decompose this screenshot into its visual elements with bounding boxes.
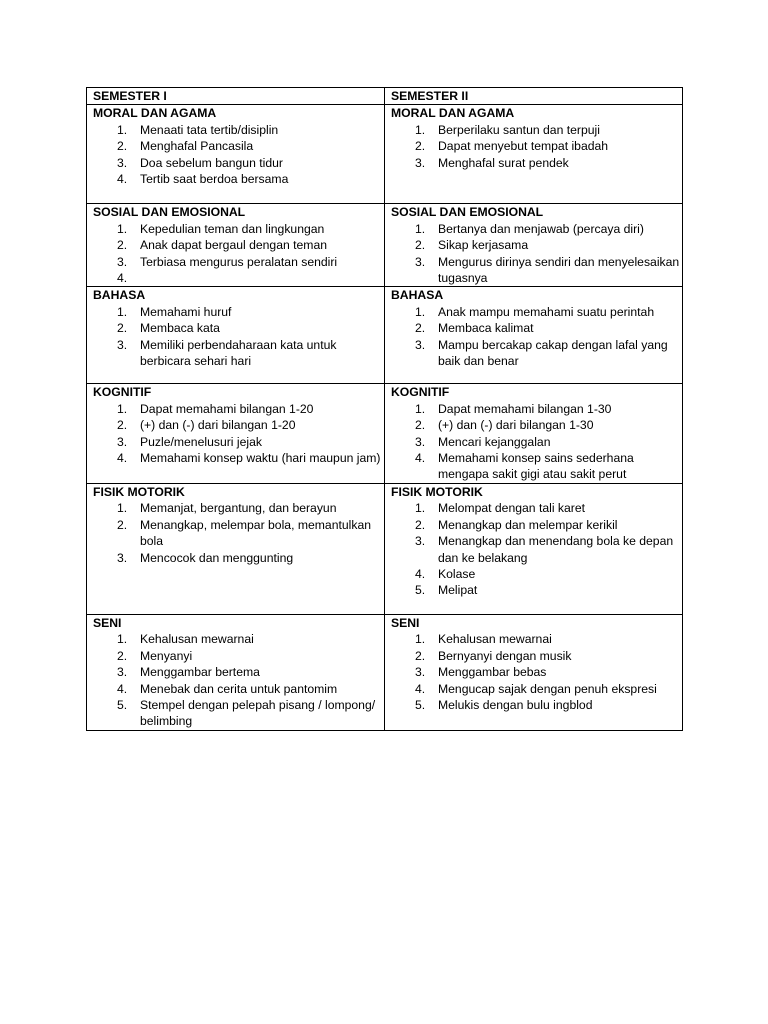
item-text: Sikap kerjasama	[438, 238, 529, 253]
curriculum-table	[86, 87, 683, 731]
item-list	[391, 221, 682, 287]
item-number: 4.	[117, 451, 128, 466]
item-text: Memahami konsep sains sederhana mengapa sakit gigi atau sakit perut	[438, 451, 634, 482]
section-row-kognitif	[87, 384, 683, 483]
item-text: Doa sebelum bangun tidur	[140, 155, 283, 170]
item-list	[93, 221, 384, 286]
cell-moral-semester-1	[87, 105, 385, 204]
list-item	[93, 337, 384, 370]
item-number: 5.	[415, 697, 426, 712]
list-item	[93, 122, 384, 138]
section-title: SENI	[391, 615, 420, 630]
section-title: BAHASA	[391, 288, 444, 303]
item-text: Menaati tata tertib/disiplin	[140, 122, 279, 137]
list-item	[93, 517, 384, 550]
cell-kognitif-semester-1	[87, 384, 385, 483]
list-item	[391, 320, 682, 336]
section-title: SENI	[93, 615, 122, 630]
list-item	[391, 517, 682, 533]
item-number: 2.	[415, 139, 426, 154]
item-text: Dapat menyebut tempat ibadah	[438, 139, 609, 154]
section-title: MORAL DAN AGAMA	[391, 106, 515, 121]
item-number: 1.	[117, 401, 128, 416]
item-text: Kehalusan mewarnai	[438, 632, 552, 647]
list-item	[391, 681, 682, 697]
item-number: 4.	[117, 172, 128, 187]
list-item	[93, 697, 384, 730]
item-number: 1.	[415, 401, 426, 416]
item-list	[391, 631, 682, 713]
item-text: Menangkap dan melempar kerikil	[438, 517, 618, 532]
cell-bahasa-semester-1	[87, 287, 385, 384]
item-list	[391, 304, 682, 370]
item-text: Kepedulian teman dan lingkungan	[140, 221, 325, 236]
item-text: Tertib saat berdoa bersama	[140, 172, 289, 187]
list-item	[391, 450, 682, 483]
list-item	[391, 304, 682, 320]
item-list	[93, 631, 384, 729]
list-item	[391, 631, 682, 647]
item-list	[93, 401, 384, 467]
list-item	[93, 401, 384, 417]
list-item	[391, 337, 682, 370]
item-text: Menyanyi	[140, 648, 193, 663]
item-text: Menangkap, melempar bola, memantulkan bola	[140, 517, 372, 549]
item-number: 3.	[117, 665, 128, 680]
list-item	[391, 417, 682, 433]
item-text: Terbiasa mengurus peralatan sendiri	[140, 254, 338, 269]
item-number: 2.	[415, 648, 426, 663]
list-item	[391, 664, 682, 680]
list-item	[391, 697, 682, 713]
item-text: Menggambar bebas	[438, 665, 547, 680]
item-text: Melipat	[438, 583, 478, 598]
item-text: Dapat memahami bilangan 1-30	[438, 401, 612, 416]
section-title: KOGNITIF	[93, 385, 152, 400]
item-list	[391, 122, 682, 171]
list-item	[391, 138, 682, 154]
cell-seni-semester-1	[87, 614, 385, 730]
list-item	[391, 221, 682, 237]
cell-sosial-semester-2	[385, 204, 683, 287]
item-number: 2.	[415, 517, 426, 532]
list-item	[93, 304, 384, 320]
item-text: Kehalusan mewarnai	[140, 632, 254, 647]
list-item	[93, 237, 384, 253]
item-number: 4.	[415, 451, 426, 466]
item-number: 1.	[117, 501, 128, 516]
section-row-seni	[87, 614, 683, 730]
list-item	[93, 138, 384, 154]
section-row-fisik	[87, 483, 683, 614]
item-text: Puzle/menelusuri jejak	[140, 434, 262, 449]
item-number: 1.	[415, 221, 426, 236]
item-text: Membaca kalimat	[438, 321, 534, 336]
item-number: 2.	[117, 238, 128, 253]
section-title: SOSIAL DAN EMOSIONAL	[391, 205, 544, 220]
list-item	[93, 681, 384, 697]
item-number: 4.	[415, 681, 426, 696]
item-text: Memanjat, bergantung, dan berayun	[140, 501, 337, 516]
item-list	[391, 500, 682, 598]
list-item	[93, 171, 384, 187]
item-text: Bertanya dan menjawab (percaya diri)	[438, 221, 644, 236]
list-item	[93, 648, 384, 664]
item-number: 2.	[415, 238, 426, 253]
item-text: Menghafal Pancasila	[140, 139, 254, 154]
item-text: Kolase	[438, 566, 476, 581]
list-item	[391, 434, 682, 450]
section-title: BAHASA	[93, 288, 146, 303]
item-number: 5.	[415, 583, 426, 598]
list-item	[93, 320, 384, 336]
list-item	[93, 221, 384, 237]
item-text: Berperilaku santun dan terpuji	[438, 122, 600, 137]
item-text: Mencocok dan menggunting	[140, 550, 294, 565]
item-text: Melukis dengan bulu ingblod	[438, 697, 593, 712]
item-list	[93, 500, 384, 566]
item-number: 3.	[415, 665, 426, 680]
item-text: (+) dan (-) dari bilangan 1-30	[438, 418, 594, 433]
list-item	[391, 533, 682, 566]
item-text: Menebak dan cerita untuk pantomim	[140, 681, 338, 696]
item-number: 3.	[415, 254, 426, 269]
list-item	[93, 450, 384, 466]
section-title: KOGNITIF	[391, 385, 450, 400]
list-item	[391, 401, 682, 417]
section-row-sosial	[87, 204, 683, 287]
item-number: 2.	[415, 321, 426, 336]
item-number: 3.	[415, 155, 426, 170]
item-number: 2.	[117, 648, 128, 663]
cell-sosial-semester-1	[87, 204, 385, 287]
cell-seni-semester-2	[385, 614, 683, 730]
item-number: 3.	[117, 337, 128, 352]
item-text: Mengurus dirinya sendiri dan menyelesaikan tugasnya	[438, 254, 680, 286]
item-text: Menangkap dan menendang bola ke depan dan ke belakang	[438, 534, 674, 565]
item-list	[93, 122, 384, 188]
item-list	[93, 304, 384, 370]
item-text: Anak mampu memahami suatu perintah	[438, 304, 655, 319]
item-number: 1.	[415, 122, 426, 137]
item-number: 3.	[415, 337, 426, 352]
list-item	[93, 631, 384, 647]
item-number: 1.	[117, 221, 128, 236]
item-number: 3.	[415, 534, 426, 549]
section-title: SOSIAL DAN EMOSIONAL	[93, 205, 246, 220]
item-number: 1.	[415, 304, 426, 319]
item-text: Stempel dengan pelepah pisang / lompong/ belimbing	[140, 697, 376, 729]
cell-bahasa-semester-2	[385, 287, 683, 384]
list-item	[391, 254, 682, 287]
item-text: Memahami konsep waktu (hari maupun jam)	[140, 451, 381, 466]
item-number: 2.	[117, 321, 128, 336]
item-text: Menggambar bertema	[140, 665, 260, 680]
item-text: Membaca kata	[140, 321, 220, 336]
list-item	[391, 648, 682, 664]
semester-2-header: SEMESTER II	[385, 88, 683, 105]
list-item	[93, 155, 384, 171]
item-number: 1.	[117, 632, 128, 647]
list-item	[93, 500, 384, 516]
item-number: 3.	[117, 254, 128, 269]
list-item	[93, 434, 384, 450]
item-number: 2.	[117, 418, 128, 433]
item-number: 1.	[117, 122, 128, 137]
item-number: 1.	[415, 501, 426, 516]
item-text: Melompat dengan tali karet	[438, 501, 586, 516]
semester-1-header: SEMESTER I	[87, 88, 385, 105]
item-text: (+) dan (-) dari bilangan 1-20	[140, 418, 296, 433]
item-text: Memiliki perbendaharaan kata untuk berbicara sehari hari	[140, 337, 337, 369]
list-item	[391, 122, 682, 138]
cell-fisik-semester-1	[87, 483, 385, 614]
item-number: 4.	[117, 271, 128, 286]
table-body	[87, 105, 683, 730]
item-text: Mampu bercakap cakap dengan lafal yang baik dan benar	[438, 337, 668, 369]
item-number: 3.	[117, 155, 128, 170]
section-title: MORAL DAN AGAMA	[93, 106, 217, 121]
item-number: 4.	[117, 681, 128, 696]
item-number: 2.	[117, 139, 128, 154]
list-item	[93, 254, 384, 270]
cell-kognitif-semester-2	[385, 384, 683, 483]
cell-fisik-semester-2	[385, 483, 683, 614]
item-number: 4.	[415, 566, 426, 581]
cell-moral-semester-2	[385, 105, 683, 204]
item-text: Dapat memahami bilangan 1-20	[140, 401, 314, 416]
list-item	[93, 417, 384, 433]
item-number: 2.	[117, 517, 128, 532]
item-number: 3.	[117, 434, 128, 449]
section-title: FISIK MOTORIK	[391, 484, 483, 499]
item-number: 1.	[117, 304, 128, 319]
item-text: Menghafal surat pendek	[438, 155, 569, 170]
item-text: Mencari kejanggalan	[438, 434, 551, 449]
item-text: Memahami huruf	[140, 304, 232, 319]
item-text: Anak dapat bergaul dengan teman	[140, 238, 328, 253]
list-item	[93, 550, 384, 566]
list-item	[391, 582, 682, 598]
section-row-moral	[87, 105, 683, 204]
item-text: Bernyanyi dengan musik	[438, 648, 572, 663]
item-number: 3.	[415, 434, 426, 449]
list-item	[93, 664, 384, 680]
list-item	[391, 237, 682, 253]
item-number: 1.	[415, 632, 426, 647]
item-number: 5.	[117, 697, 128, 712]
item-text: Mengucap sajak dengan penuh ekspresi	[438, 681, 657, 696]
list-item	[391, 500, 682, 516]
item-number: 3.	[117, 550, 128, 565]
item-list	[391, 401, 682, 483]
list-item	[391, 155, 682, 171]
list-item	[391, 566, 682, 582]
header-row	[87, 88, 683, 105]
section-title: FISIK MOTORIK	[93, 484, 185, 499]
item-number: 2.	[415, 418, 426, 433]
section-row-bahasa	[87, 287, 683, 384]
